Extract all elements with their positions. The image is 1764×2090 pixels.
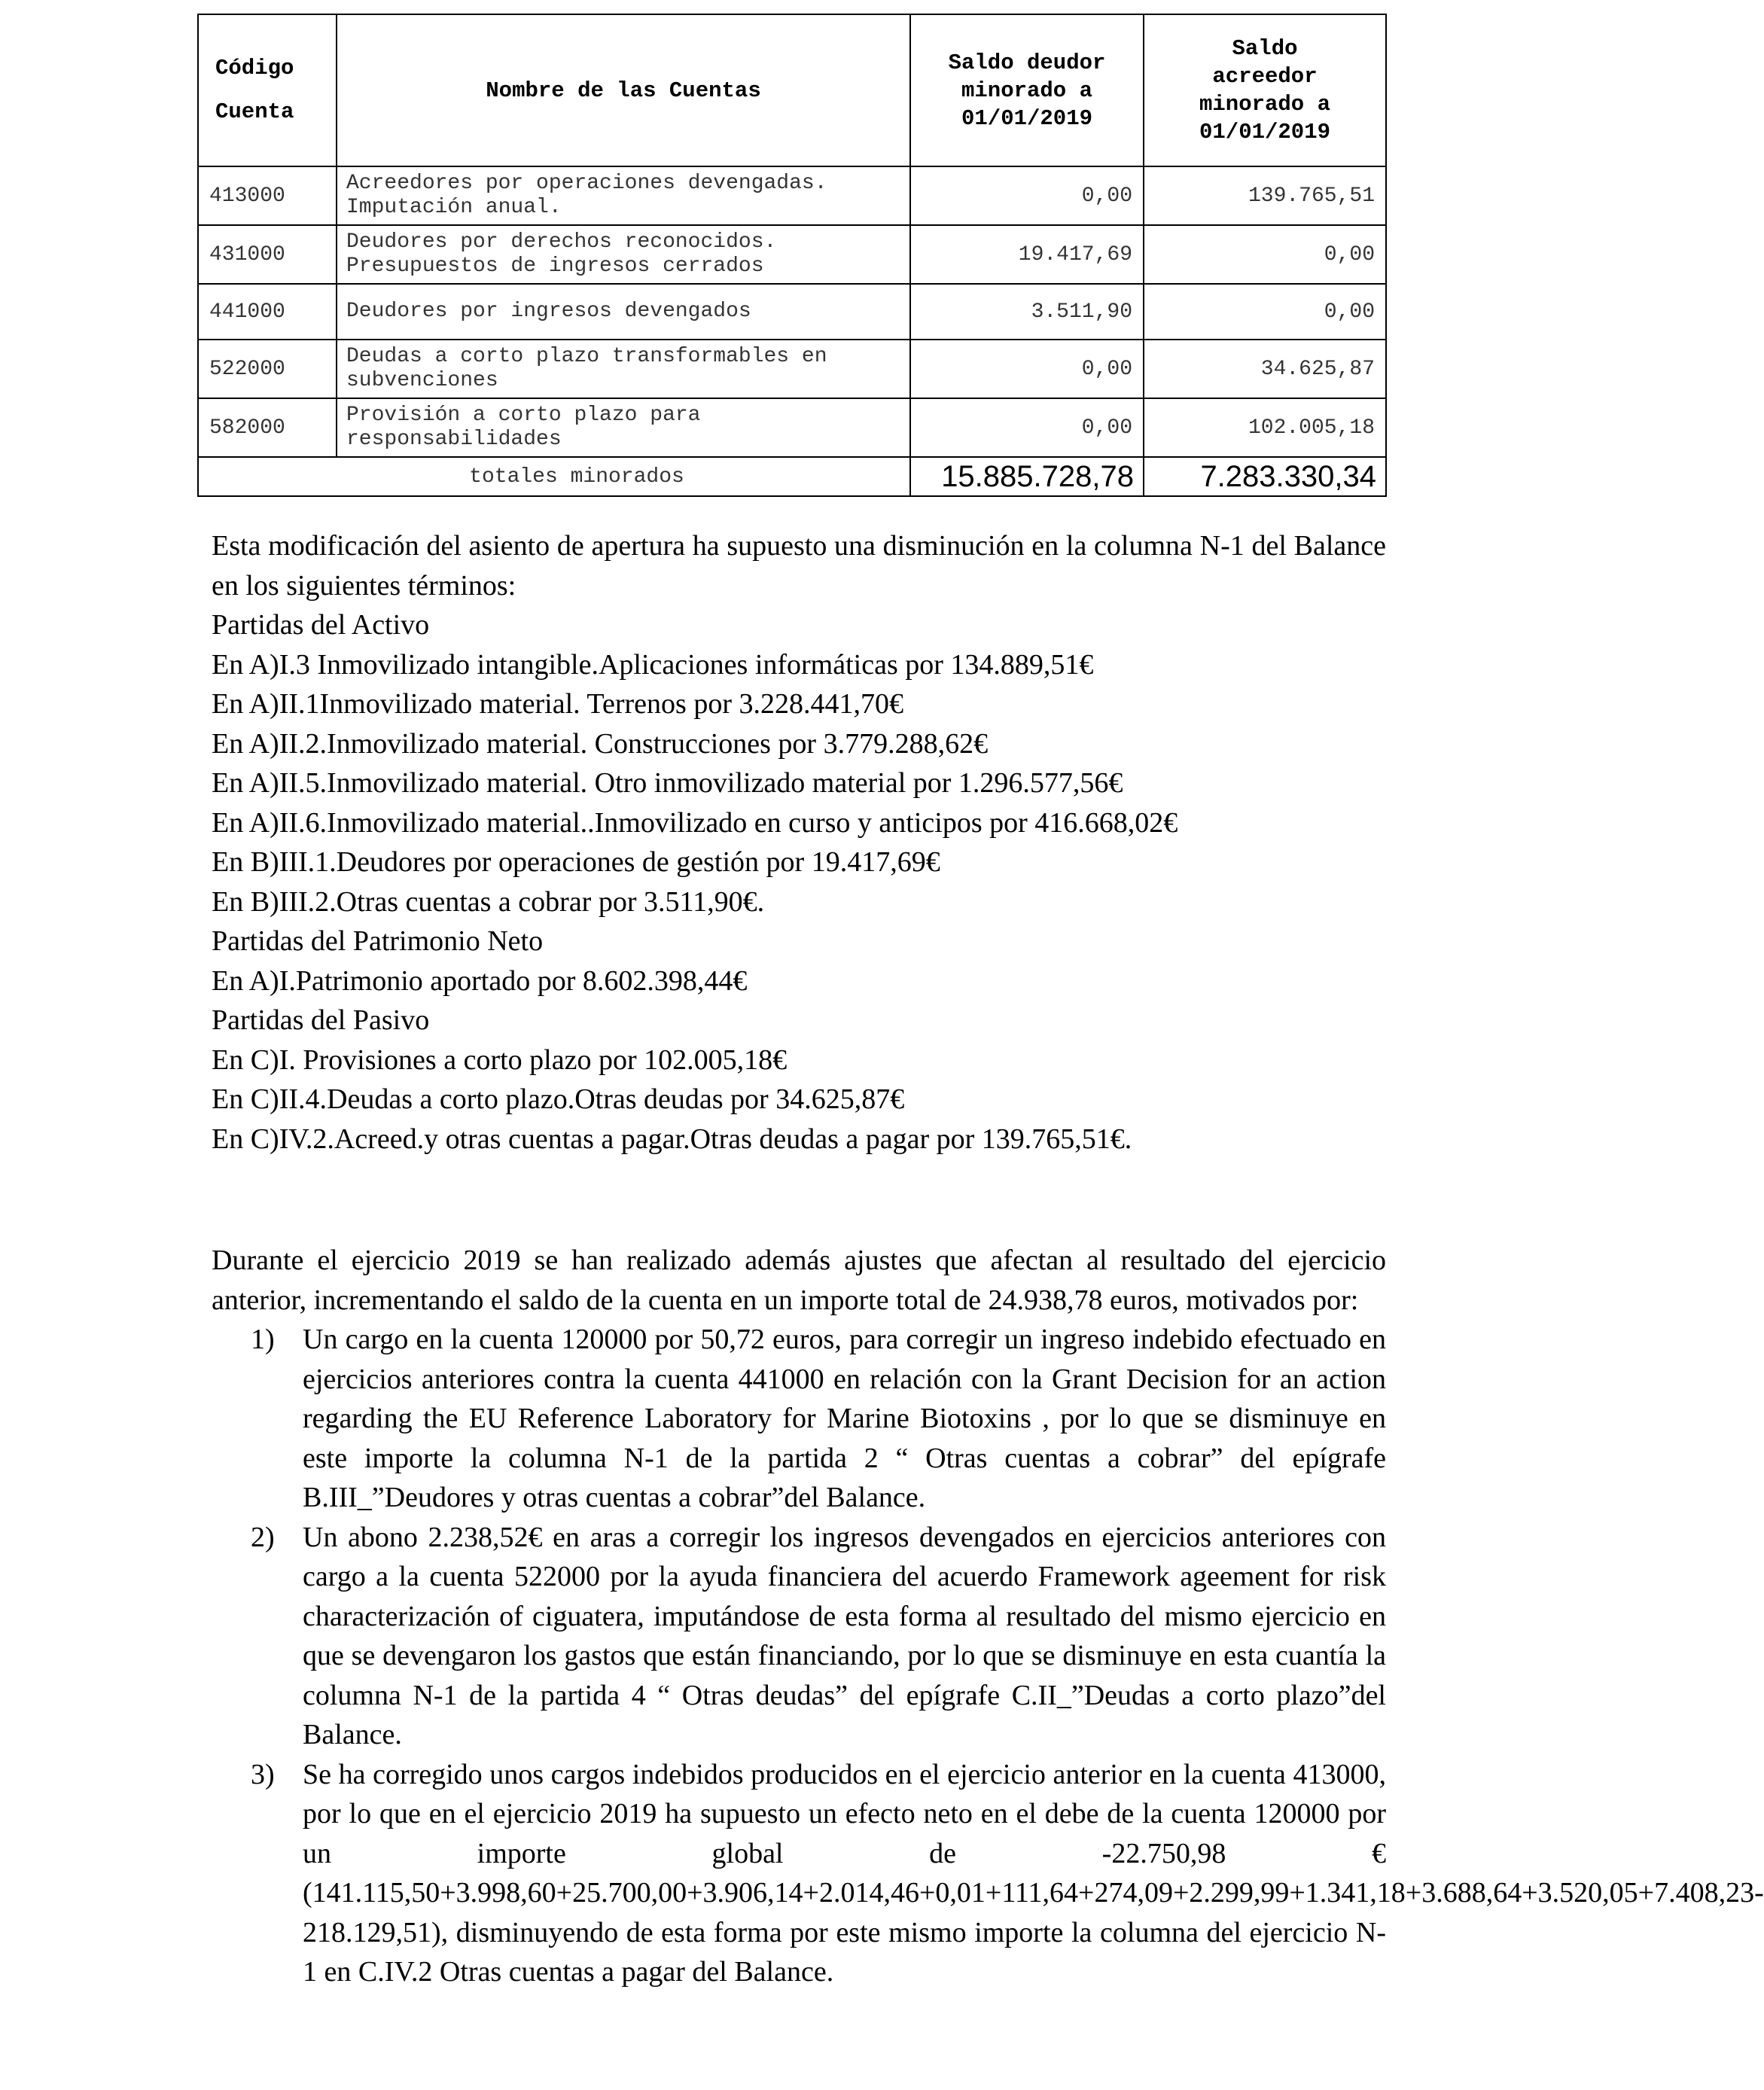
header-saldo-deudor: Saldo deudor minorado a 01/01/2019 (910, 14, 1144, 166)
activo-item: En B)III.1.Deudores por operaciones de gestión por 19.417,69€ (212, 846, 940, 878)
account-name: Deudas a corto plazo transformables en subvenciones (337, 340, 910, 398)
activo-item: En A)II.2.Inmovilizado material. Construcciones por 3.779.288,62€ (212, 727, 989, 760)
pasivo-item: En C)IV.2.Acreed.y otras cuentas a pagar.Otras deudas a pagar por 139.765,51€. (212, 1123, 1132, 1155)
table-row (198, 340, 1386, 398)
account-code: 441000 (198, 284, 337, 340)
pasivo-item: En C)II.4.Deudas a corto plazo.Otras deudas por 34.625,87€ (212, 1083, 905, 1115)
account-name: Deudores por derechos reconocidos. Presupuestos de ingresos cerrados (337, 225, 910, 284)
table-row (198, 166, 1386, 225)
credit-balance: 34.625,87 (1144, 340, 1386, 398)
header-nombre-cuentas: Nombre de las Cuentas (337, 14, 910, 166)
item-number: 1) (251, 1324, 275, 1355)
table-header-row (198, 14, 1386, 166)
credit-balance: 139.765,51 (1144, 166, 1386, 225)
adjustments-list (212, 1320, 1764, 1992)
list-item (212, 1518, 1386, 1755)
account-code: 522000 (198, 340, 337, 398)
item-number: 2) (251, 1521, 275, 1553)
activo-item: En A)II.1Inmovilizado material. Terrenos por 3.228.441,70€ (212, 688, 903, 720)
table-row (198, 284, 1386, 340)
activo-item: En A)I.3 Inmovilizado intangible.Aplicaciones informáticas por 134.889,51€ (212, 648, 1094, 681)
table-row (198, 225, 1386, 284)
account-name: Deudores por ingresos devengados (337, 284, 910, 340)
account-name: Provisión a corto plazo para responsabilidades (337, 398, 910, 457)
credit-balance: 0,00 (1144, 284, 1386, 340)
opening-entry-section (212, 526, 1386, 1159)
adjustments-section (212, 1241, 1764, 1992)
item-number: 3) (251, 1758, 275, 1790)
totals-label: totales minorados (198, 457, 910, 496)
activo-heading: Partidas del Activo (212, 609, 430, 641)
account-code: 582000 (198, 398, 337, 457)
header-saldo-acreedor: Saldo acreedor minorado a 01/01/2019 (1144, 14, 1386, 166)
list-item (212, 1755, 1764, 1992)
credit-balance: 0,00 (1144, 225, 1386, 284)
debit-balance: 3.511,90 (910, 284, 1144, 340)
table-row (198, 398, 1386, 457)
activo-item: En B)III.2.Otras cuentas a cobrar por 3.511,90€. (212, 885, 765, 918)
debit-balance: 0,00 (910, 340, 1144, 398)
list-item (212, 1320, 1386, 1518)
activo-item: En A)II.5.Inmovilizado material. Otro inmovilizado material por 1.296.577,56€ (212, 767, 1123, 799)
section2-intro: Durante el ejercicio 2019 se han realizado además ajustes que afectan al resultado del ejercicio anterior, incrementando el saldo de la cuenta en un importe total de 24.938,78 euros, motivados por: (212, 1245, 1386, 1316)
item-text: Se ha corregido unos cargos indebidos producidos en el ejercicio anterior en la cuenta 413000, por lo que en el ejercicio 2019 ha supuesto un efecto neto en el debe de la cuenta 120000 por un importe global de -22.750,98 € (141.115,50+3.998,60+25.700,00+3.906,14+2.014,46+0,01+111,64+274,09+2.299,99+1.341,18+3.688,64+3.520,05+7.408,23-218.129,51), disminuyendo de esta forma por este mismo importe la columna del ejercicio N-1 en C.IV.2 Otras cuentas a pagar del Balance. (303, 1758, 1764, 1988)
account-code: 413000 (198, 166, 337, 225)
section1-intro: Esta modificación del asiento de apertura ha supuesto una disminución en la columna N-1 del Balance en los siguientes términos: (212, 530, 1386, 602)
credit-balance: 102.005,18 (1144, 398, 1386, 457)
header-codigo-cuenta: Código Cuenta (198, 14, 337, 166)
item-text: Un abono 2.238,52€ en aras a corregir los ingresos devengados en ejercicios anteriores con cargo a la cuenta 522000 por la ayuda financiera del acuerdo Framework ageement for risk characterización of ciguatera, imputándose de esta forma al resultado del mismo ejercicio en que se devengaron los gastos que están financiando, por lo que se disminuye en esta cuantía la columna N-1 de la partida 4 “ Otras deudas” del epígrafe C.II_”Deudas a corto plazo”del Balance. (303, 1521, 1386, 1750)
totals-row (198, 457, 1386, 496)
pasivo-heading: Partidas del Pasivo (212, 1004, 430, 1036)
activo-item: En A)II.6.Inmovilizado material..Inmovilizado en curso y anticipos por 416.668,02€ (212, 806, 1178, 839)
accounts-table (197, 14, 1387, 497)
pasivo-item: En C)I. Provisiones a corto plazo por 102.005,18€ (212, 1043, 788, 1076)
account-name: Acreedores por operaciones devengadas. Imputación anual. (337, 166, 910, 225)
total-credit: 7.283.330,34 (1144, 457, 1386, 496)
patrimonio-item: En A)I.Patrimonio aportado por 8.602.398,44€ (212, 964, 748, 997)
total-debit: 15.885.728,78 (910, 457, 1144, 496)
debit-balance: 19.417,69 (910, 225, 1144, 284)
patrimonio-heading: Partidas del Patrimonio Neto (212, 925, 544, 957)
debit-balance: 0,00 (910, 166, 1144, 225)
debit-balance: 0,00 (910, 398, 1144, 457)
account-code: 431000 (198, 225, 337, 284)
item-text: Un cargo en la cuenta 120000 por 50,72 euros, para corregir un ingreso indebido efectuado en ejercicios anteriores contra la cuenta 441000 en relación con la Grant Decision for an action regarding the EU Reference Laboratory for Marine Biotoxins , por lo que se disminuye en este importe la columna N-1 de la partida 2 “ Otras cuentas a cobrar” del epígrafe B.III_”Deudores y otras cuentas a cobrar”del Balance. (303, 1324, 1386, 1513)
